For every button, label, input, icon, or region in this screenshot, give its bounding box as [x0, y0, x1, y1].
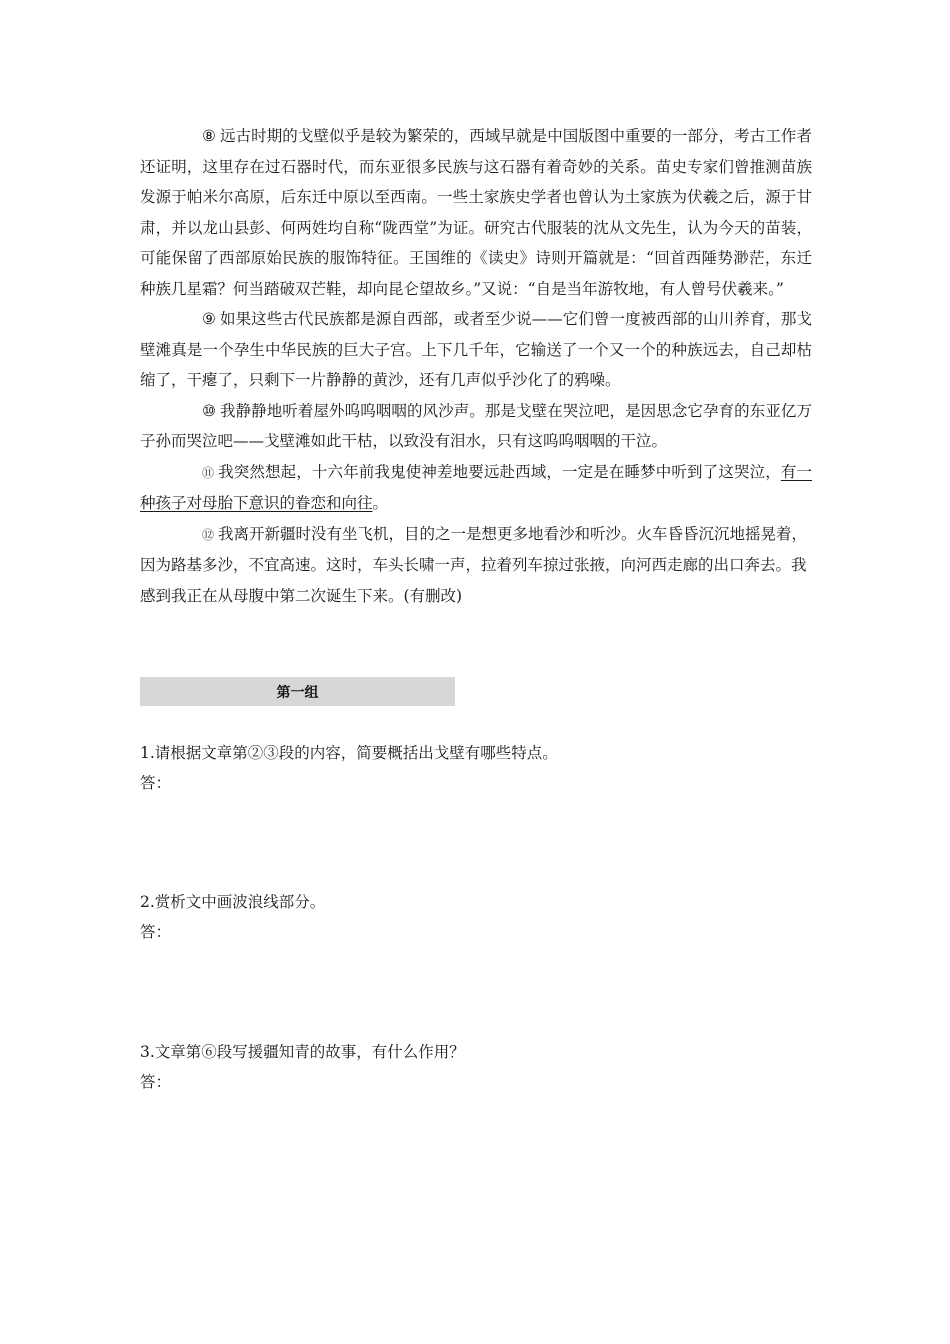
paragraph-text: 我离开新疆时没有坐飞机，目的之一是想更多地看沙和听沙。火车昏昏沉沉地摇晃着，因为路基多沙，不宜高速。这时，车头长啸一声，拉着列车掠过张掖，向河西走廊的出口奔去。我感到我正在从母腹中第二次诞生下来。(有删改) [140, 524, 808, 605]
paragraph-number: ⑩ [202, 401, 216, 420]
answer-label: 答： [140, 1073, 172, 1091]
paragraph-text: 我静静地听着屋外呜呜咽咽的风沙声。那是戈壁在哭泣吧，是因思念它孕育的东亚亿万子孙而哭泣吧——戈壁滩如此干枯，以致没有泪水，只有这呜呜咽咽的干泣。 [140, 401, 812, 450]
paragraph-text: 远古时期的戈壁似乎是较为繁荣的，西域早就是中国版图中重要的一部分，考古工作者还证明，这里存在过石器时代，而东亚很多民族与这石器有着奇妙的关系。苗史专家们曾推测苗族发源于帕米尔高原，后东迁中原以至西南。一些土家族史学者也曾认为土家族为伏羲之后，源于甘肃，并以龙山县彭、何两姓均自称“陇西堂”为证。研究古代服装的沈从文先生，认为今天的苗装，可能保留了西部原始民族的服饰特征。王国维的《读史》诗则开篇就是：“回首西陲势渺茫，东迁种族几星霜？何当踏破双芒鞋，却向昆仑望故乡。”又说：“自是当年游牧地，有人曾号伏羲来。” [140, 127, 812, 298]
question-2 [140, 887, 812, 947]
reading-passage [140, 121, 812, 611]
paragraph-number: ⑨ [202, 310, 216, 328]
paragraph-number: ⑧ [202, 127, 216, 145]
answer-label: 答： [140, 774, 172, 792]
section-header: 第一组 [140, 677, 455, 706]
paragraph-12 [140, 519, 812, 612]
question-text: 3.文章第⑥段写援疆知青的故事，有什么作用？ [140, 1043, 465, 1061]
paragraph-text-tail: 。 [372, 494, 389, 512]
paragraph-number: ⑪ [202, 465, 215, 480]
question-1 [140, 738, 812, 798]
paragraph-10 [140, 396, 812, 457]
question-text: 1.请根据文章第②③段的内容，简要概括出戈壁有哪些特点。 [140, 744, 558, 762]
wavy-underlined-text: 有一种孩子对母胎下意识的眷恋和向往 [140, 462, 812, 512]
answer-label: 答： [140, 923, 172, 941]
question-3 [140, 1037, 812, 1097]
paragraph-11 [140, 457, 812, 519]
paragraph-number: ⑫ [202, 527, 215, 542]
paragraph-text: 我突然想起，十六年前我鬼使神差地要远赴西域，一定是在睡梦中听到了这哭泣， [218, 462, 781, 481]
paragraph-8 [140, 121, 812, 304]
paragraph-text: 如果这些古代民族都是源自西部，或者至少说——它们曾一度被西部的山川养育，那戈壁滩真是一个孕生中华民族的巨大子宫。上下几千年，它输送了一个又一个的种族远去，自己却枯缩了，干瘪了，只剩下一片静静的黄沙，还有几声似乎沙化了的鸦噪。 [140, 310, 812, 389]
question-text: 2.赏析文中画波浪线部分。 [140, 893, 326, 911]
paragraph-9 [140, 304, 812, 396]
